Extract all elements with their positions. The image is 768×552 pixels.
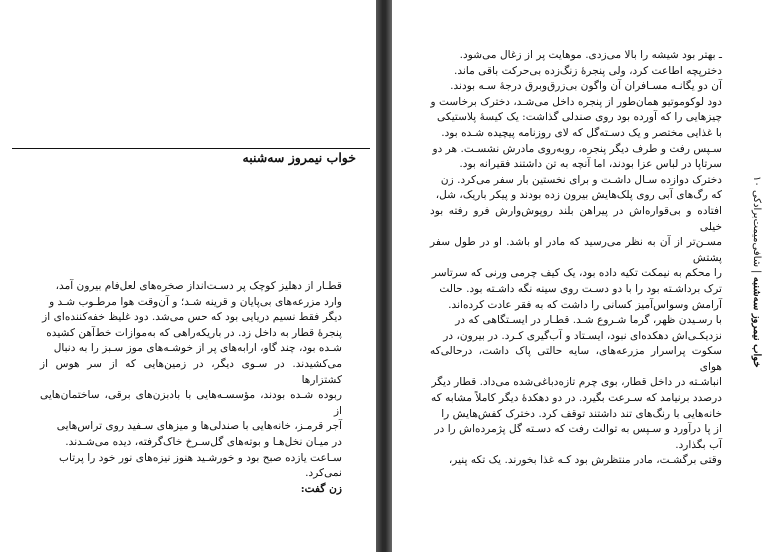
- left-paragraph-1: [40, 279, 342, 482]
- text-line: درصدد برنیامد که سـرعت بگیرد. در دو دهکدهٔ دیگر کاملاً مشابه که: [430, 392, 722, 405]
- text-line: خانه‌هایی با رنگ‌های تند داشتند توقف کرد. دخترک کفش‌هایش را: [441, 407, 722, 420]
- right-paragraph-1: [430, 48, 722, 173]
- text-line: ترک برداشـته بود را با دو دسـت روی سینه نگه داشـته بود. حالت: [439, 282, 722, 295]
- chapter-title: خواب نیمروز سه‌شنبه: [242, 150, 356, 165]
- text-line: قطـار از دهلیز کوچک پر دسـت‌انداز صخره‌های لعل‌فام بیرون آمد،: [55, 280, 342, 292]
- text-line: دخترک دوازده سـال داشـت و برای نخستین بار سفر می‌کرد. زن: [440, 173, 722, 186]
- text-line: ربوده شـده بودند، مؤسسـه‌هایی با بادبزن‌های برقی، ساختمان‌هایی از: [40, 389, 342, 417]
- text-line: انباشـته در داخل قطار، بوی چرم تازه‌دباغی‌شده می‌داد. قطار دیگر: [431, 376, 722, 389]
- text-line: دخترپچه اطاعت کرد، ولی پنجرهٔ زنگ‌زده بی‌حرکت باقی ماند.: [453, 64, 722, 77]
- running-head: [751, 176, 762, 368]
- chapter-divider-line: [12, 148, 370, 149]
- text-line: سرتاپا در لباس عزا بودند، اما آنچه به تن داشتند فقیرانه بود.: [459, 158, 722, 171]
- right-paragraph-4: [430, 453, 722, 469]
- text-line: آب بگذارد.: [675, 438, 722, 451]
- text-line: سکوت پراسرار مزرعه‌های، سایه حالتی پاک داشت، درحالی‌که هوای: [430, 345, 722, 373]
- right-page: [392, 0, 768, 552]
- text-line: وارد مزرعه‌های بی‌پایان و قرینه شـد؛ و آن‌وقت هوا مرطـوب شـد و: [49, 295, 342, 308]
- text-line: با غذایی مختصر و یک دسـته‌گل که لای روزنامه پیچیده شـده بود.: [441, 126, 722, 139]
- running-head-author: شافی‌میمت‌برادکی: [751, 189, 762, 268]
- text-line: آن دو یگانـه مسـافران آن واگون بی‌زرق‌وبرق درجهٔ سـه بودند.: [450, 80, 722, 93]
- text-line: با رسـیدن ظهر، گرما شـروع شـد. قطـار در ایسـتگاهی که در: [455, 314, 722, 327]
- running-head-title: خواب نیمروز سه‌شنبه: [751, 276, 762, 368]
- text-line: می‌کشیدند. در سـوی دیگر، در زمین‌هایی که از سر هوس از کشتزارها: [40, 357, 342, 386]
- right-paragraph-3: [430, 313, 722, 453]
- text-line: را محکم به نیمکت تکیه داده بود، یک کیف چرمی ورنی که سرتاسر: [431, 267, 722, 280]
- page-number: ۱۰: [751, 176, 762, 187]
- text-line: وقتی برگشـت، مادر منتظرش بود کـه غذا بخورند. یک تکه پنیر،: [448, 454, 722, 467]
- text-line: سـپس رفت و طرف دیگر پنجره، روبه‌روی مادرش نشسـت. هر دو: [432, 142, 722, 155]
- text-line: آجر قرمـز، خانه‌هایی با صندلی‌ها و میزهای سـفید روی تراس‌هایی: [56, 420, 342, 433]
- text-line: پنجرهٔ قطار به داخل زد. در باریکه‌راهی که به‌موازات خط‌آهن کشیده: [46, 326, 342, 339]
- text-line: دود لوکوموتیو همان‌طور از پنجره داخل می‌شـد، دخترک برخاست و: [430, 95, 722, 108]
- text-line: ـ بهتر بود شیشه را بالا می‌زدی. موهایت پر از زغال می‌شود.: [459, 49, 722, 61]
- right-body-text: [430, 48, 722, 469]
- left-body-text: [40, 279, 342, 497]
- text-line: آرامش وسواس‌آمیز کسانی را داشت که به فقر عادت کرده‌اند.: [448, 298, 722, 311]
- text-line: افتاده و بی‌قواره‌اش در پیراهن بلند روپوش‌وارش فرو رفته بود خیلی: [430, 204, 722, 233]
- right-paragraph-2: [430, 173, 722, 313]
- text-line: در میـان نخل‌هـا و بوته‌های گل‌سـرخ خاک‌گرفته، دیده می‌شـدند.: [65, 435, 342, 448]
- text-line: از پا درآورد و سـپس به توالت رفت که دسـته گل پژمرده‌اش را در: [434, 423, 722, 436]
- left-dialog-line: زن گفت:: [300, 482, 342, 495]
- text-line: دیگر فقط نسیم دریایی بود که حس می‌شد. دود غلیظ خفه‌کننده‌ای از: [42, 311, 342, 324]
- text-line: که رگ‌های آبی روی پلک‌هایش بیرون زده بودند و پیکر باریک، شل،: [435, 189, 722, 202]
- text-line: چیزهایی را که آورده بود روی صندلی گذاشت: یک کیسهٔ پلاستیکی: [437, 111, 722, 124]
- text-line: نزدیکـی‌اش دهکده‌ای نبود، ایسـتاد و آب‌گیری کـرد. در بیرون، در: [443, 329, 722, 342]
- left-page: [0, 0, 376, 552]
- text-line: شـده بود، چند گاو، ارابه‌های پر از خوشـه‌های موز سـبز را به دنبال: [53, 342, 342, 355]
- text-line: نمی‌کرد.: [305, 467, 342, 480]
- running-head-separator: |: [751, 270, 762, 274]
- book-spine-gutter: [376, 0, 392, 552]
- text-line: سـاعت یازده صبح بود و خورشـید هنوز نیزه‌های نور خود را پرتاب: [59, 451, 342, 464]
- text-line: مسـن‌تر از آن به نظر می‌رسید که مادر او باشد. او در طول سفر پشتش: [430, 236, 722, 264]
